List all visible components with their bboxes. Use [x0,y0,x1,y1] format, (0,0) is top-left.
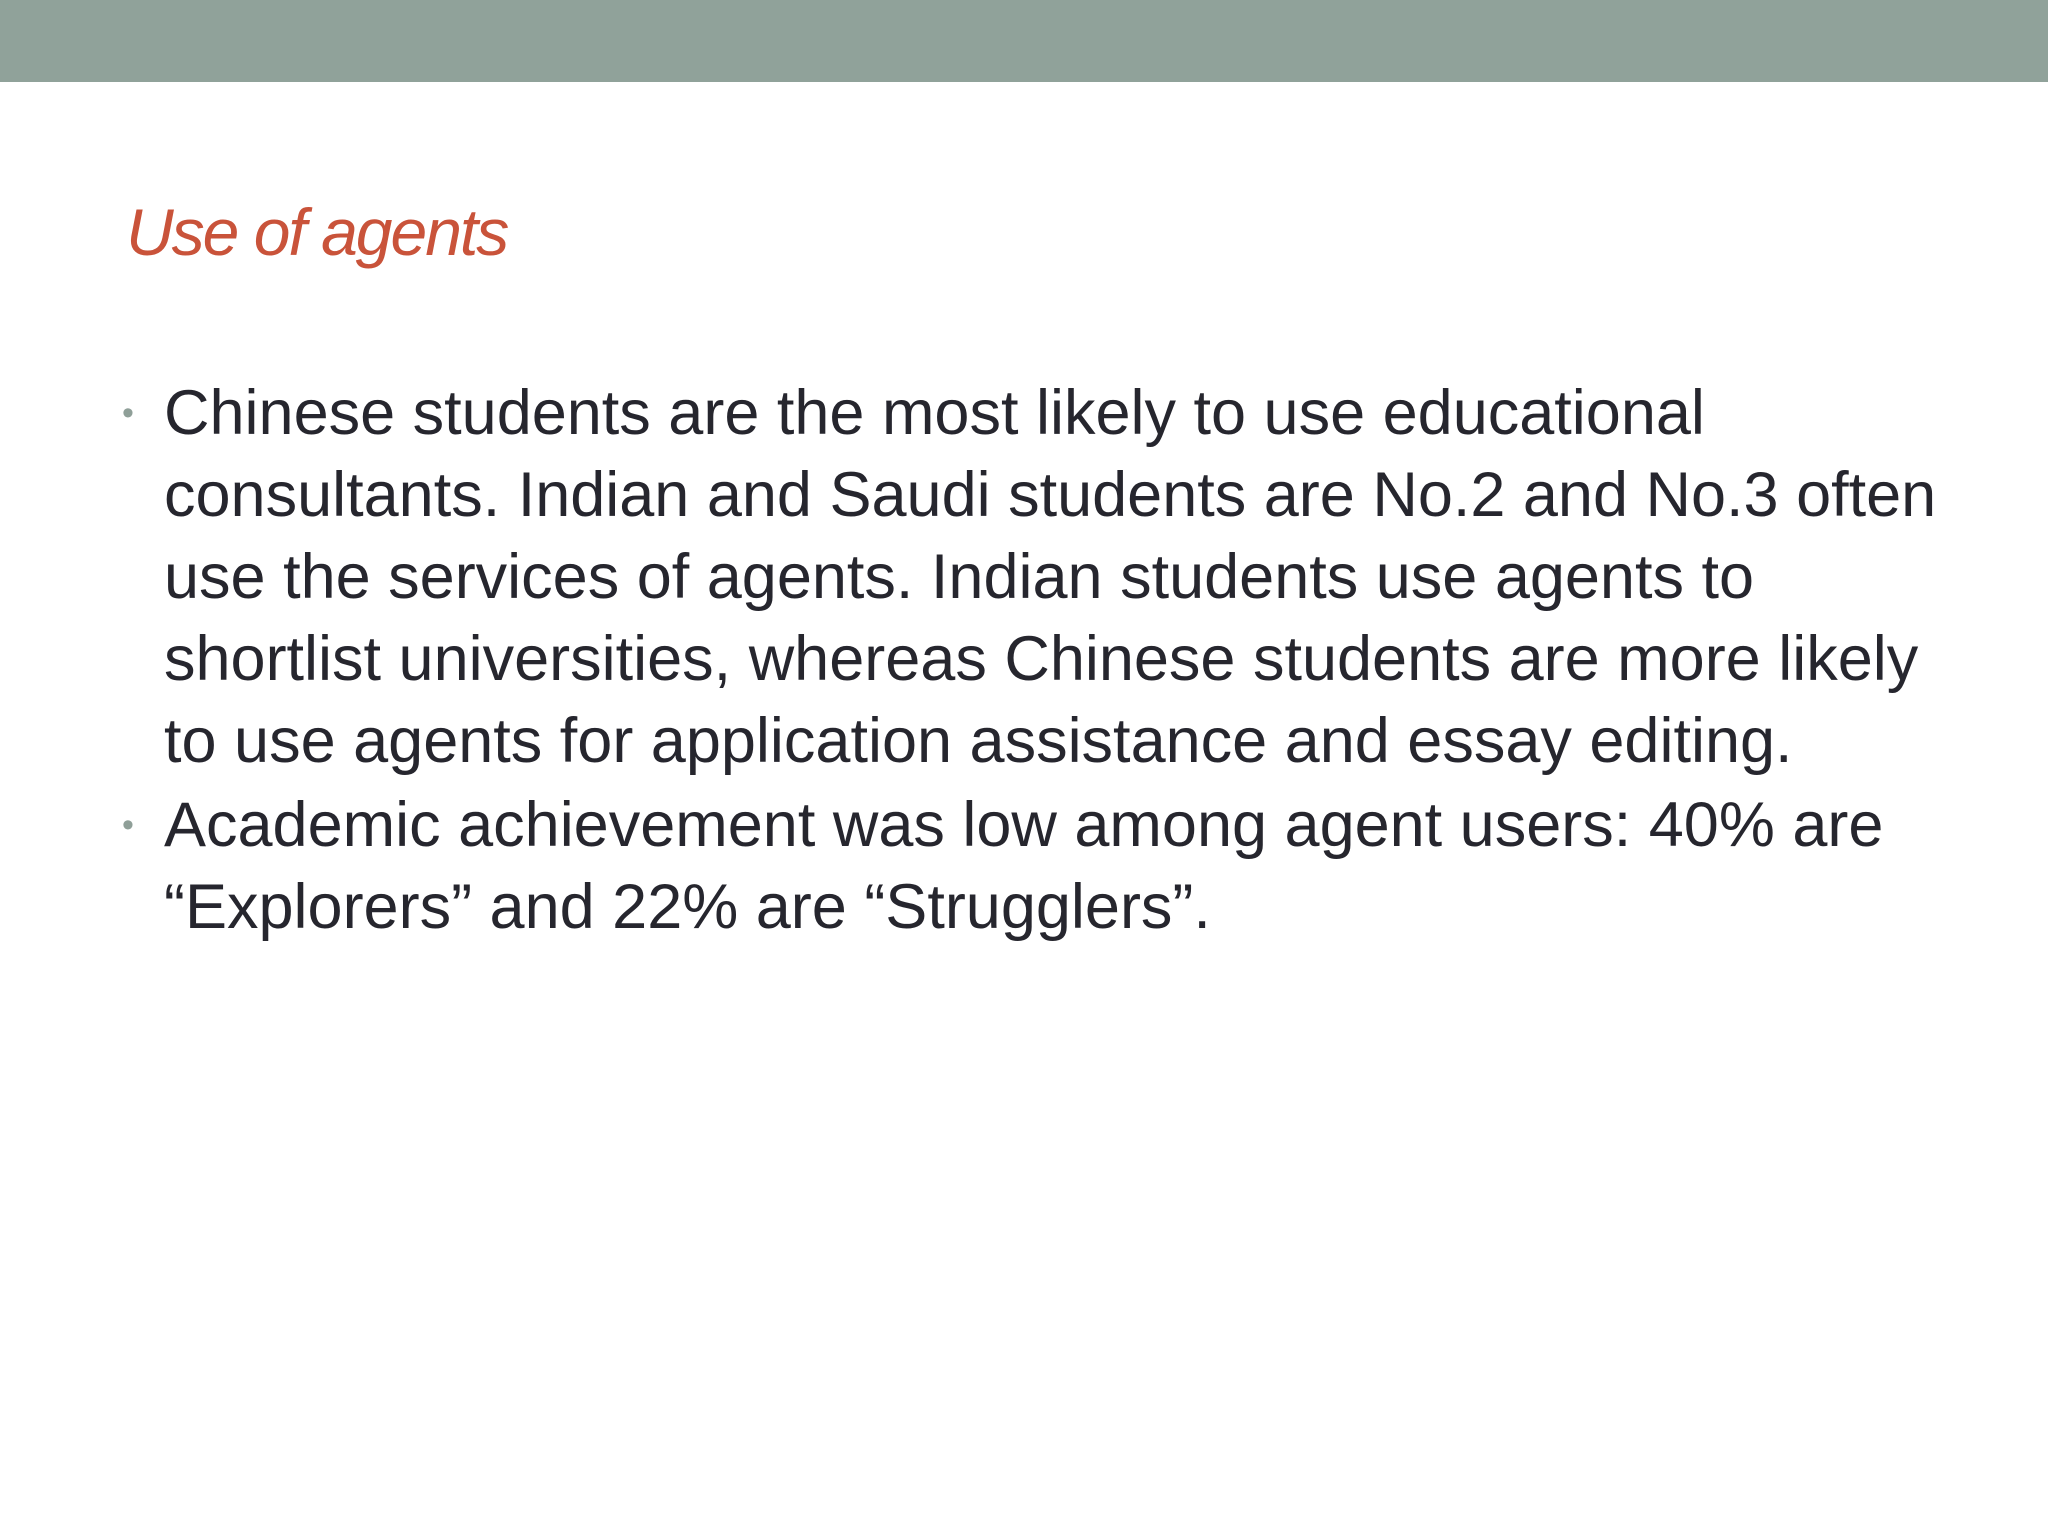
bullet-text: Academic achievement was low among agent users: 40% are “Explorers” and 22% are “Strugglers”. [164,790,1884,942]
bullet-dot-icon: • [122,806,134,844]
slide-title: Use of agents [126,195,508,269]
bullet-item-1 [120,372,1950,782]
top-accent-band [0,0,2048,82]
bullet-dot-icon: • [122,394,134,432]
bullet-text: Chinese students are the most likely to use educational consultants. Indian and Saudi students are No.2 and No.3 often use the services of agents. Indian students use agents to shortlist universities, whereas Chinese students are more likely to use agents for application assistance and essay editing. [164,378,1937,776]
bullet-list [120,372,1950,950]
bullet-item-2 [120,784,1950,948]
